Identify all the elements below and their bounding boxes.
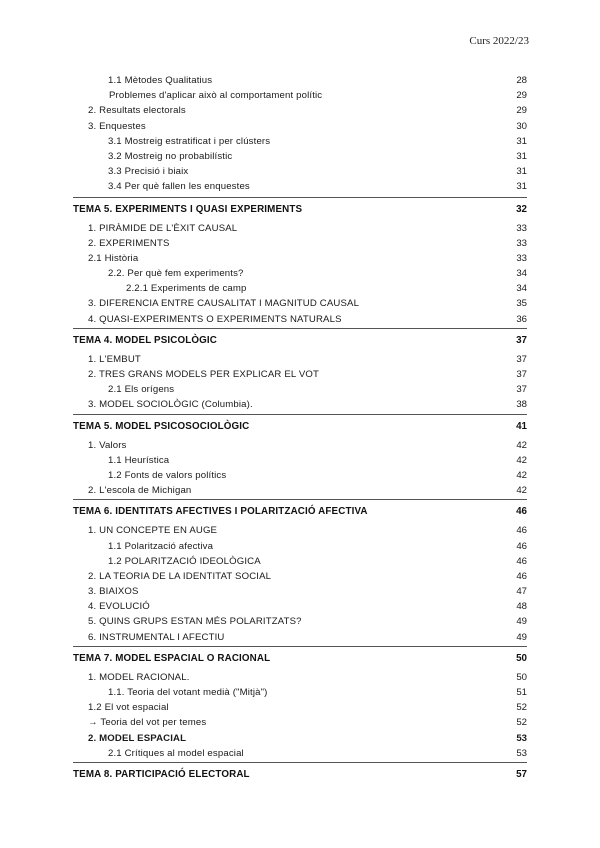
toc-entry-page: 52 bbox=[516, 702, 527, 714]
toc-entry-title: 3.3 Precisió i biaix bbox=[108, 166, 189, 178]
toc-chapter-page: 41 bbox=[516, 420, 527, 432]
toc-entry[interactable] bbox=[73, 73, 527, 88]
toc-entry-title: 1.1 Mètodes Qualitatius bbox=[108, 75, 213, 86]
toc-entry-title: 3.2 Mostreig no probabilístic bbox=[108, 150, 233, 162]
table-of-contents bbox=[73, 73, 527, 786]
toc-entry[interactable] bbox=[73, 367, 527, 382]
toc-entry-page: 31 bbox=[516, 166, 527, 178]
toc-entry-title: 1.1 Polarització afectiva bbox=[108, 540, 214, 552]
toc-entry[interactable] bbox=[73, 746, 527, 761]
toc-chapter-page: 32 bbox=[516, 203, 527, 215]
toc-entry-page: 31 bbox=[516, 150, 527, 162]
toc-entry[interactable] bbox=[73, 438, 527, 453]
toc-entry[interactable] bbox=[73, 382, 527, 397]
toc-entry-page: 29 bbox=[516, 105, 527, 117]
toc-entry-page: 48 bbox=[516, 601, 527, 613]
toc-entry-title: 1.2 El vot espacial bbox=[88, 702, 169, 714]
toc-entry[interactable] bbox=[73, 453, 527, 468]
toc-chapter-title: TEMA 8. PARTICIPACIÓ ELECTORAL bbox=[73, 768, 250, 780]
toc-entry-page: 51 bbox=[516, 687, 527, 698]
toc-entry-title: 2.1 Els orígens bbox=[108, 384, 175, 396]
toc-entry-page: 35 bbox=[516, 298, 527, 310]
toc-entry-page: 37 bbox=[516, 384, 527, 396]
toc-chapter-title: TEMA 5. MODEL PSICOSOCIOLÒGIC bbox=[73, 420, 250, 432]
toc-chapter-title: TEMA 4. MODEL PSICOLÒGIC bbox=[73, 334, 218, 346]
toc-entry-page: 28 bbox=[516, 75, 527, 86]
toc-entry-page: 37 bbox=[516, 353, 527, 365]
toc-entry-title: 1.2 POLARITZACIÓ IDEOLÒGICA bbox=[108, 555, 261, 567]
toc-entry-title: 1. MODEL RACIONAL. bbox=[88, 671, 190, 683]
toc-entry[interactable] bbox=[73, 134, 527, 149]
toc-entry-page: 49 bbox=[516, 616, 527, 628]
toc-chapter[interactable] bbox=[73, 197, 527, 221]
toc-entry-title: 2. L'escola de Michigan bbox=[88, 485, 192, 497]
toc-entry-title: 1.1. Teoria del votant medià ("Mitjà") bbox=[108, 687, 268, 698]
toc-entry[interactable] bbox=[73, 539, 527, 554]
toc-entry-title: 1.2 Fonts de valors polítics bbox=[108, 469, 227, 481]
toc-entry-title: 4. QUASI-EXPERIMENTS O EXPERIMENTS NATURALS bbox=[88, 313, 342, 325]
toc-entry-page: 42 bbox=[516, 454, 527, 466]
toc-entry-page: 33 bbox=[516, 252, 527, 264]
toc-entry-title: 2.2.1 Experiments de camp bbox=[126, 283, 247, 295]
toc-entry-page: 33 bbox=[516, 222, 527, 234]
toc-entry-page: 46 bbox=[516, 525, 527, 537]
toc-entry-page: 37 bbox=[516, 369, 527, 380]
toc-entry[interactable] bbox=[73, 468, 527, 483]
toc-entry-page: 31 bbox=[516, 135, 527, 147]
toc-entry-title: 1. PIRÀMIDE DE L'ÈXIT CAUSAL bbox=[88, 222, 238, 234]
toc-entry-page: 53 bbox=[516, 732, 527, 744]
toc-entry-title: 3. Enquestes bbox=[88, 120, 146, 132]
toc-entry[interactable] bbox=[73, 251, 527, 266]
toc-entry-title: 3.4 Per què fallen les enquestes bbox=[108, 181, 250, 193]
toc-entry-page: 29 bbox=[516, 90, 527, 102]
toc-entry-page: 36 bbox=[516, 313, 527, 325]
toc-entry[interactable] bbox=[73, 221, 527, 236]
toc-chapter-page: 50 bbox=[516, 652, 527, 664]
toc-entry-title: 2.1 Història bbox=[88, 252, 139, 264]
toc-entry-page: 52 bbox=[516, 717, 527, 729]
toc-entry[interactable] bbox=[73, 312, 527, 327]
toc-entry-title: Problemes d'aplicar això al comportament polític bbox=[109, 90, 323, 102]
toc-entry-page: 42 bbox=[516, 439, 527, 451]
toc-chapter[interactable] bbox=[73, 499, 527, 523]
toc-entry-page: 46 bbox=[516, 540, 527, 552]
toc-entry-title: → Teoria del vot per temes bbox=[88, 717, 207, 729]
toc-entry[interactable] bbox=[73, 266, 527, 281]
toc-entry[interactable] bbox=[73, 685, 527, 700]
toc-entry[interactable] bbox=[73, 397, 527, 412]
toc-entry-title: 3. BIAIXOS bbox=[88, 586, 139, 598]
toc-entry-title: 3. DIFERENCIA ENTRE CAUSALITAT I MAGNITUD CAUSAL bbox=[88, 298, 360, 310]
toc-entry-title: 3.1 Mostreig estratificat i per clústers bbox=[108, 135, 271, 147]
toc-chapter-page: 57 bbox=[516, 768, 527, 780]
toc-entry[interactable] bbox=[73, 179, 527, 194]
toc-entry[interactable] bbox=[73, 715, 527, 730]
toc-entry[interactable] bbox=[73, 352, 527, 367]
toc-entry-page: 49 bbox=[516, 631, 527, 643]
toc-entry-page: 38 bbox=[516, 399, 527, 411]
toc-entry-page: 31 bbox=[516, 181, 527, 193]
toc-entry-title: 1.1 Heurística bbox=[108, 454, 170, 466]
page-header-course: Curs 2022/23 bbox=[469, 35, 529, 47]
toc-entry[interactable] bbox=[73, 164, 527, 179]
toc-entry[interactable] bbox=[73, 614, 527, 629]
toc-chapter-title: TEMA 6. IDENTITATS AFECTIVES I POLARITZACIÓ AFECTIVA bbox=[73, 506, 368, 518]
toc-entry-title: 2. MODEL ESPACIAL bbox=[88, 732, 187, 744]
toc-entry-page: 42 bbox=[516, 485, 527, 497]
toc-entry[interactable] bbox=[73, 700, 527, 715]
toc-entry-page: 34 bbox=[516, 283, 527, 295]
toc-entry-title: 2.1 Crítiques al model espacial bbox=[108, 747, 244, 759]
toc-entry-title: 2. EXPERIMENTS bbox=[88, 237, 170, 249]
toc-entry-page: 46 bbox=[516, 555, 527, 567]
toc-entry[interactable] bbox=[73, 119, 527, 134]
toc-entry[interactable] bbox=[73, 523, 527, 538]
toc-entry-page: 33 bbox=[516, 237, 527, 249]
toc-entry-page: 30 bbox=[516, 120, 527, 132]
toc-entry-page: 46 bbox=[516, 570, 527, 582]
toc-entry[interactable] bbox=[73, 630, 527, 645]
toc-chapter[interactable] bbox=[73, 328, 527, 352]
toc-chapter-title: TEMA 7. MODEL ESPACIAL O RACIONAL bbox=[73, 652, 271, 664]
toc-entry-title: 2.2. Per què fem experiments? bbox=[108, 268, 244, 280]
toc-chapter-title: TEMA 5. EXPERIMENTS I QUASI EXPERIMENTS bbox=[73, 203, 303, 215]
toc-entry-title: 1. Valors bbox=[88, 439, 127, 451]
toc-entry[interactable] bbox=[73, 584, 527, 599]
toc-entry[interactable] bbox=[73, 236, 527, 251]
toc-entry-title: 2. LA TEORIA DE LA IDENTITAT SOCIAL bbox=[88, 570, 272, 582]
toc-entry-title: 4. EVOLUCIÓ bbox=[88, 601, 150, 613]
toc-entry-page: 50 bbox=[516, 671, 527, 683]
toc-entry[interactable] bbox=[73, 670, 527, 685]
toc-entry[interactable] bbox=[73, 731, 527, 746]
toc-entry[interactable] bbox=[73, 569, 527, 584]
toc-entry-page: 53 bbox=[516, 747, 527, 759]
toc-entry-title: 5. QUINS GRUPS ESTAN MÉS POLARITZATS? bbox=[88, 616, 302, 628]
toc-entry-page: 42 bbox=[516, 469, 527, 481]
toc-entry-title: 6. INSTRUMENTAL I AFECTIU bbox=[88, 631, 225, 643]
toc-entry-title: 2. Resultats electorals bbox=[88, 105, 186, 117]
toc-chapter[interactable] bbox=[73, 646, 527, 670]
toc-entry[interactable] bbox=[73, 599, 527, 614]
toc-entry[interactable] bbox=[73, 103, 527, 118]
toc-chapter-page: 37 bbox=[516, 334, 527, 346]
toc-entry-page: 34 bbox=[516, 268, 527, 280]
toc-chapter-page: 46 bbox=[516, 506, 527, 518]
toc-entry[interactable] bbox=[73, 88, 527, 103]
toc-entry[interactable] bbox=[73, 149, 527, 164]
toc-entry[interactable] bbox=[73, 554, 527, 569]
toc-entry-page: 47 bbox=[516, 586, 527, 598]
toc-entry-title: 1. L'EMBUT bbox=[88, 353, 141, 365]
toc-entry-title: 3. MODEL SOCIOLÒGIC (Columbia). bbox=[88, 399, 253, 411]
toc-chapter[interactable] bbox=[73, 414, 527, 438]
toc-entry-title: 1. UN CONCEPTE EN AUGE bbox=[88, 525, 218, 537]
toc-entry-title: 2. TRES GRANS MODELS PER EXPLICAR EL VOT bbox=[88, 369, 319, 380]
toc-entry[interactable] bbox=[73, 281, 527, 296]
toc-entry[interactable] bbox=[73, 296, 527, 311]
toc-chapter[interactable] bbox=[73, 762, 527, 786]
toc-entry[interactable] bbox=[73, 483, 527, 498]
